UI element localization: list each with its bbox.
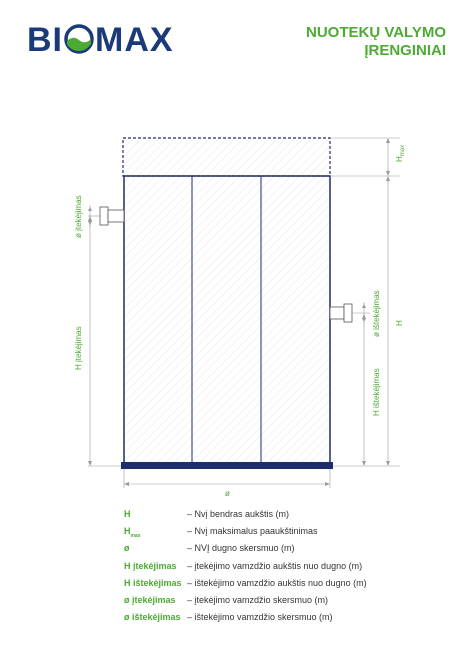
outlet-height-label: H ištekėjimas: [372, 368, 381, 416]
legend-symbol: $H_{max}$: [124, 526, 141, 539]
legend-description: – įtekėjimo vamzdžio skersmuo (m): [187, 595, 329, 606]
legend: [124, 508, 367, 628]
tank-base: [121, 462, 333, 469]
legend-symbol: H įtekėjimas: [124, 560, 177, 571]
legend-row: [124, 508, 367, 525]
inlet-height-label: H įtekėjimas: [74, 326, 83, 370]
legend-symbol: H ištekėjimas: [124, 577, 182, 588]
title-line-1: NUOTEKŲ VALYMO: [305, 24, 446, 41]
inlet-diameter-label: ø įtekėjimas: [74, 195, 83, 238]
legend-description: – ištekėjimo vamzdžio aukštis nuo dugno (m): [187, 577, 367, 588]
logo-text-right: MAX: [95, 21, 174, 59]
h-max-label: $H_{max}$: [395, 144, 406, 162]
legend-row: [124, 594, 367, 611]
tank-body: [124, 176, 330, 463]
logo-text-left: BI: [27, 21, 63, 59]
max-extension-box: [123, 138, 330, 176]
legend-description: – Nvį bendras aukštis (m): [187, 509, 290, 519]
inlet-pipe: [100, 207, 124, 225]
title-line-2: ĮRENGINIAI: [364, 42, 446, 59]
legend-row: [124, 525, 367, 542]
legend-description: – ištekėjimo vamzdžio skersmuo (m): [187, 612, 333, 623]
legend-row: [124, 577, 367, 594]
diameter-label: ø: [225, 489, 230, 498]
legend-row: [124, 611, 367, 628]
legend-symbol: ø: [124, 543, 130, 554]
legend-symbol: ø ištekėjimas: [124, 612, 181, 623]
legend-row: [124, 560, 367, 577]
legend-description: – įtekėjimo vamzdžio aukštis nuo dugno (m): [187, 560, 363, 571]
legend-symbol: ø įtekėjimas: [124, 595, 176, 606]
legend-row: [124, 542, 367, 559]
outlet-pipe: [330, 304, 352, 322]
h-total-label: H: [395, 320, 404, 326]
outlet-diameter-label: ø ištekėjimas: [372, 290, 381, 337]
legend-description: – NVĮ dugno skersmuo (m): [187, 543, 295, 554]
legend-description: – Nvį maksimalus paaukštinimas: [187, 526, 318, 537]
legend-symbol: H: [124, 509, 131, 519]
